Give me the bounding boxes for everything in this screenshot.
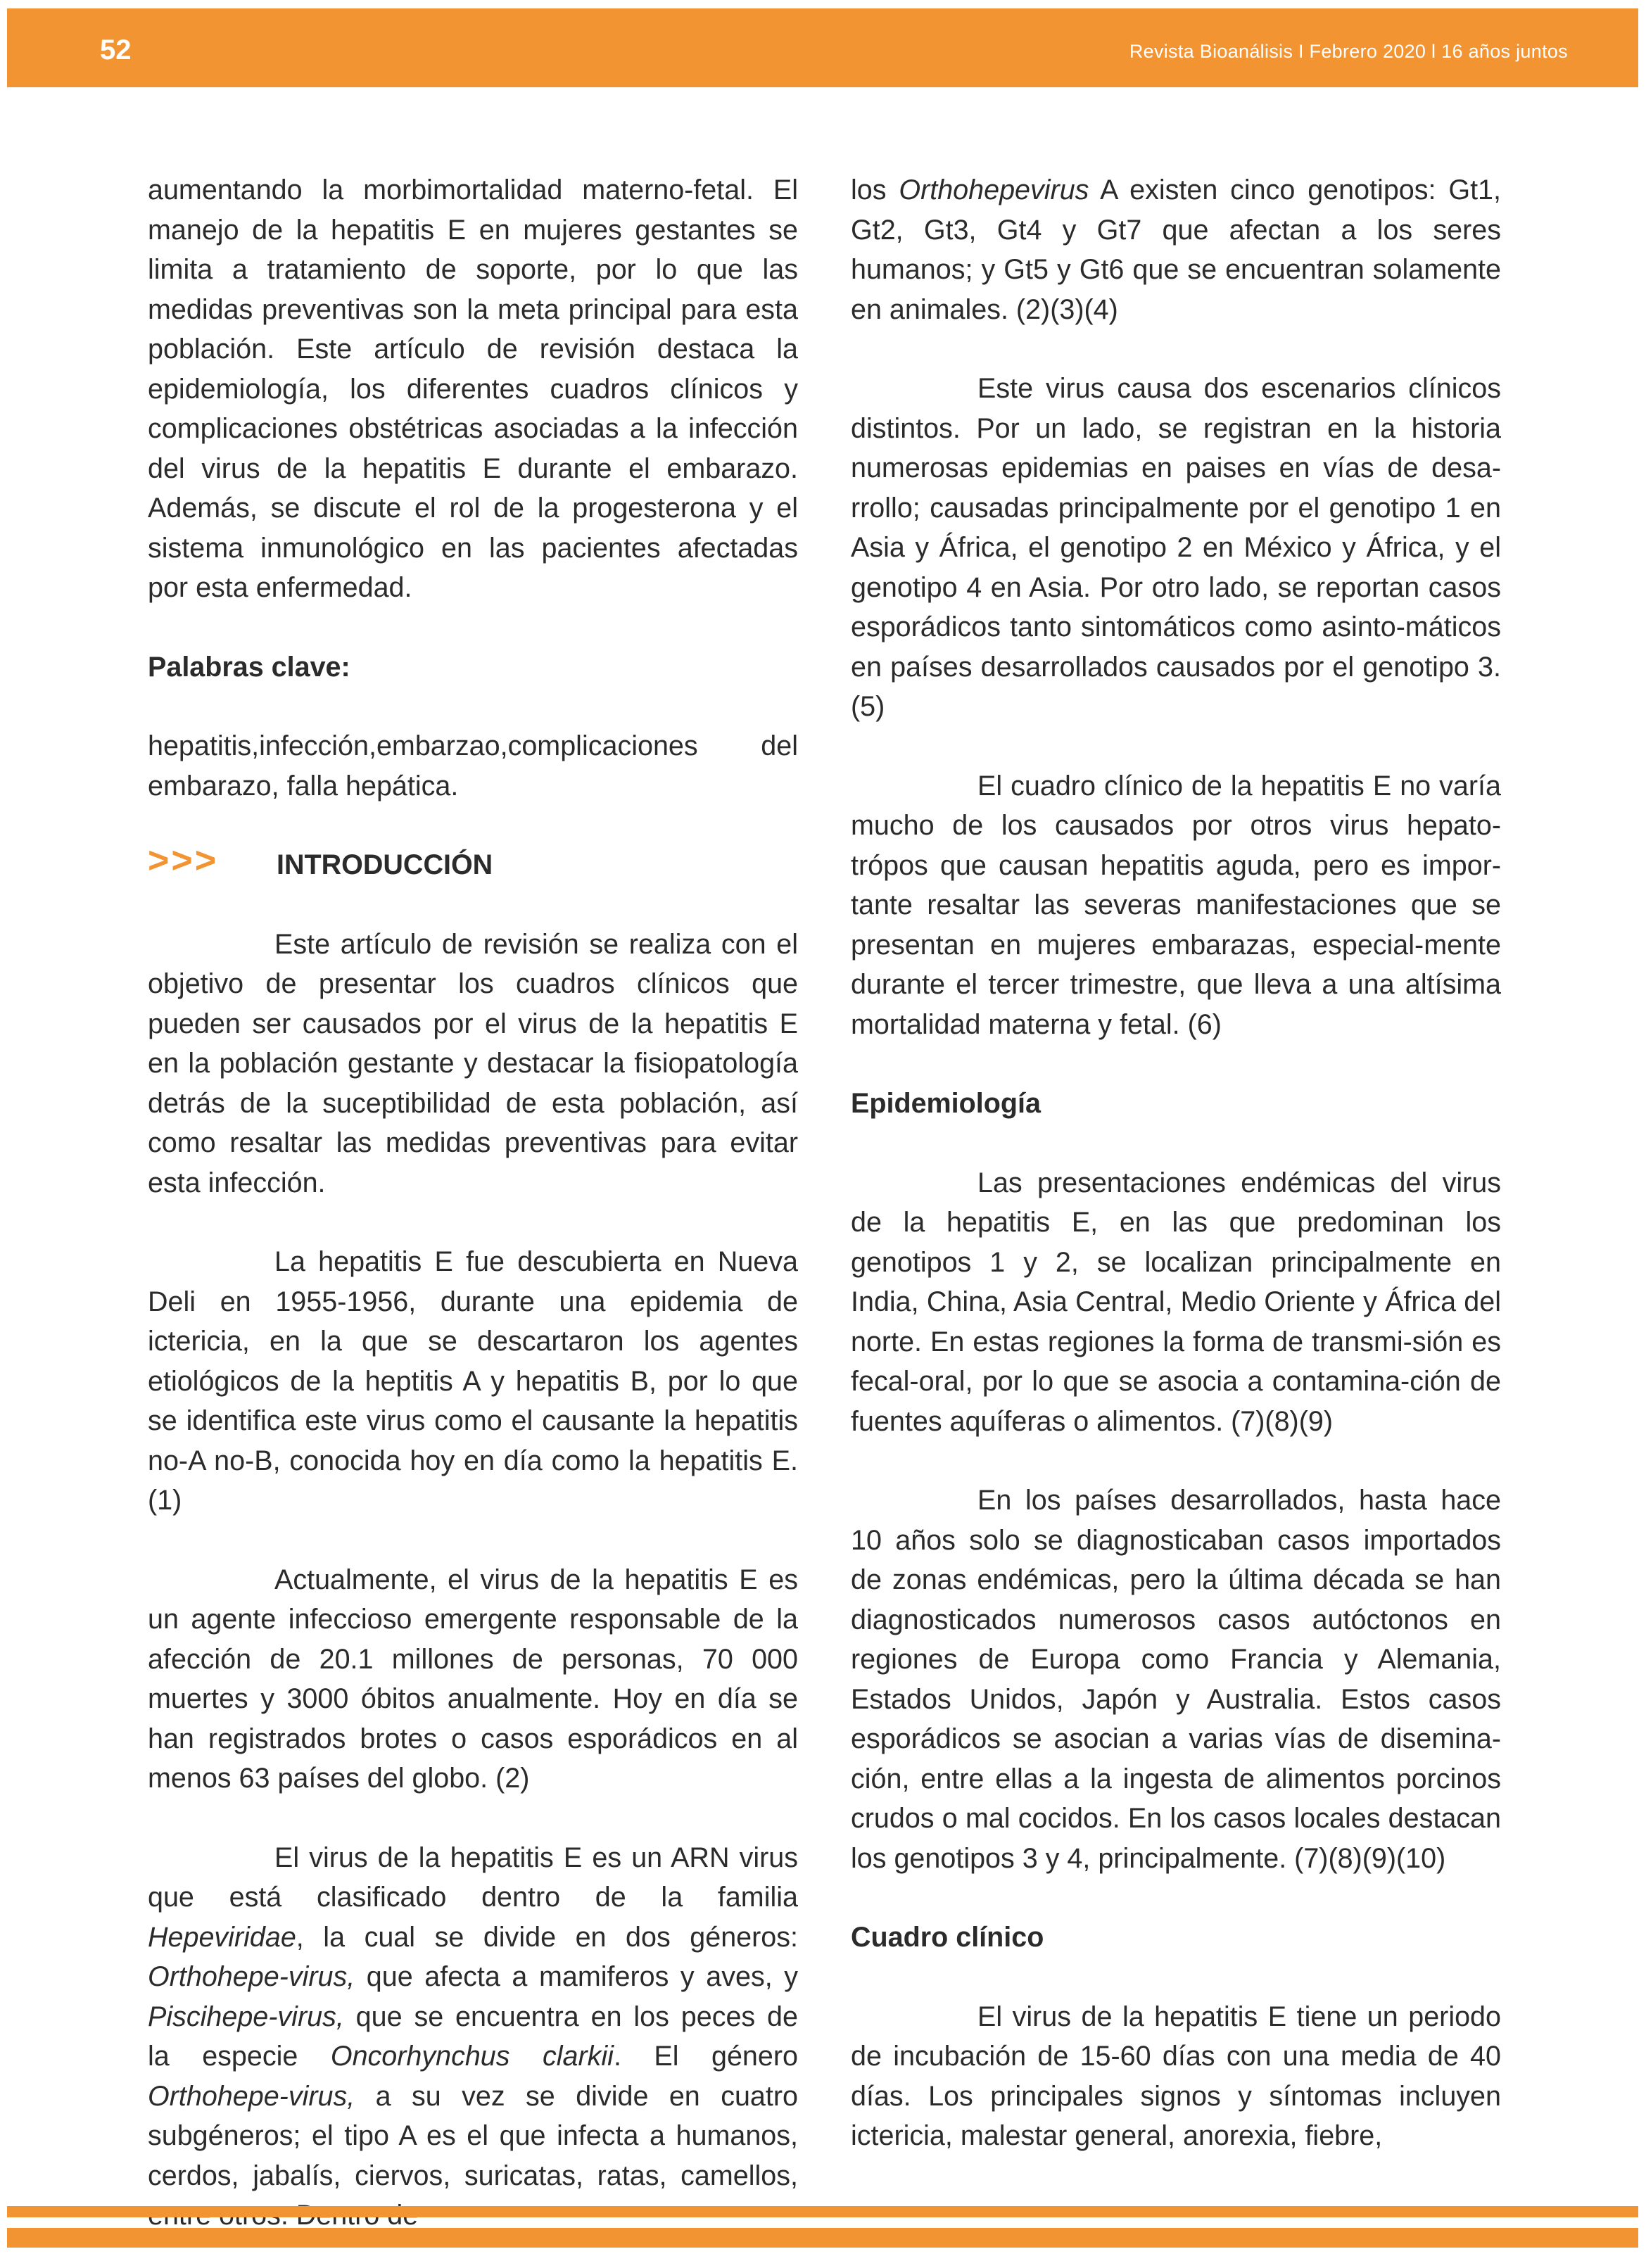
header-bar — [7, 8, 1638, 87]
discovery-paragraph: La hepatitis E fue descubierta en Nueva Deli en 1955-1956, durante una epidemia de ictericia, en la que se descartaron los agentes etiológicos de la heptitis A y hepatitis B, por lo que se identifica este virus como el causante la hepatitis no-A no-B, conocida hoy en día como la hepatitis E. (1) — [148, 1246, 798, 1516]
virus-classification-paragraph: El virus de la hepatitis E es un ARN virus que está clasificado dentro de la familia Hepeviridae, la cual se divide en dos géneros: Orthohepe-virus, que afecta a mamiferos y aves, y Piscihepe-virus, que se encuentra en los peces de la especie Oncorhynchus clarkii. El género Orthohepe-virus, a su vez se divide en cuatro subgéneros; el tipo A es el que infecta a humanos, cerdos, jabalís, ciervos, suricatas, ratas, camellos, — [148, 1842, 798, 2191]
genotypes-paragraph: los Orthohepevirus A existen cinco genotipos: Gt1, Gt2, Gt3, Gt4 y Gt7 que afectan a los seres humanos; y Gt5 y Gt6 que se encuentran solamente en animales. (2)(3)(4) — [851, 175, 1501, 325]
clinical-presentation-paragraph: El cuadro clínico de la hepatitis E no varía mucho de los causados por otros virus hepato-trópos que causan hepatitis aguda, pero es impor-tante resaltar las severas manifestaciones que se presentan en mujeres embarazas, especial-mente durante el tercer trimestre, que lleva a una altísima mortalidad materna y fetal. (6) — [851, 770, 1501, 1040]
section-chevron-icon: >>> — [148, 840, 219, 881]
current-situation-paragraph: Actualmente, el virus de la hepatitis E es un agente infeccioso emergente responsable de la afección de 20.1 millones de personas, 70 000 muertes y 3000 óbitos anualmente. Hoy en día se han registrados brotes o casos esporádicos en al menos 63 países del globo. (2) — [148, 1564, 798, 1794]
abstract-end-paragraph: aumentando la morbimortalidad materno-fetal. El manejo de la hepatitis E en mujeres gestantes se limita a tratamiento de soporte, por lo que las medidas preventivas son la meta principal para esta población. Este artículo de revisión destaca la epidemiología, los diferentes cuadros clínicos y complicaciones obstétricas asociadas a la infección del virus de la hepatitis E durante el embarazo. Además, se discute el rol de la progesterona y el sistema inmunológico en las pacientes afectadas por esta enfermedad. — [148, 175, 798, 603]
keywords-text: hepatitis,infección,embarzao,complicaciones del embarazo, falla hepática. — [148, 730, 798, 802]
left-column — [148, 170, 798, 2236]
right-column — [851, 170, 1501, 2156]
section-title: INTRODUCCIÓN — [277, 849, 493, 880]
intro-paragraph: Este artículo de revisión se realiza con el objetivo de presentar los cuadros clínicos que pueden ser causados por el virus de la hepatitis E en la población gestante y destacar la fisiopatología detrás de la suceptibilidad de esta población, así como resaltar las medidas preventivas para evitar esta infección. — [148, 928, 798, 1198]
keywords-heading: Palabras clave: — [148, 651, 350, 683]
running-head: Revista Bioanálisis I Febrero 2020 l 16 años juntos — [1129, 41, 1568, 62]
epidemiology-heading: Epidemiología — [851, 1088, 1041, 1119]
clinical-picture-heading: Cuadro clínico — [851, 1922, 1044, 1953]
page-number: 52 — [100, 34, 132, 65]
endemic-paragraph: Las presentaciones endémicas del virus de la hepatitis E, en las que predominan los genotipos 1 y 2, se localizan principalmente en India, China, Asia Central, Medio Oriente y África del norte. En estas regiones la forma de transmi-sión es fecal-oral, por lo que se asocia a contamina-ción de fuentes aquíferas o alimentos. (7)(8)(9) — [851, 1167, 1501, 1437]
incubation-paragraph: El virus de la hepatitis E tiene un periodo de incubación de 15-60 días con una media de 40 días. Los principales signos y síntomas incluyen ictericia, malestar general, anorexia, fiebre, — [851, 2001, 1501, 2151]
developed-countries-paragraph: En los países desarrollados, hasta hace 10 años solo se diagnosticaban casos importados de zonas endémicas, pero la última década se han diagnosticados numerosos casos autóctonos en regiones de Europa como Francia y Alemania, Estados Unidos, Japón y Australia. Estos casos esporádicos se asocian a varias vías de disemina-ción, entre ellas a la ingesta de alimentos porcinos crudos o mal cocidos. En los casos locales destacan los genotipos 3 y 4, principalmente. (7)(8)(9)(10) — [851, 1485, 1501, 1874]
section-heading — [148, 840, 798, 885]
footer-rule-thick — [7, 2228, 1638, 2248]
clinical-scenarios-paragraph: Este virus causa dos escenarios clínicos distintos. Por un lado, se registran en la historia numerosas epidemias en paises en vías de desa-rrollo; causadas principalmente por el genotipo 1 en Asia y África, el genotipo 2 en México y África, y el genotipo 4 en Asia. Por otro lado, se reportan casos esporádicos tanto sintomáticos como asinto-máticos en países desarrollados causados por el genotipo 3. (5) — [851, 373, 1501, 722]
footer-rule-thin — [7, 2206, 1638, 2217]
